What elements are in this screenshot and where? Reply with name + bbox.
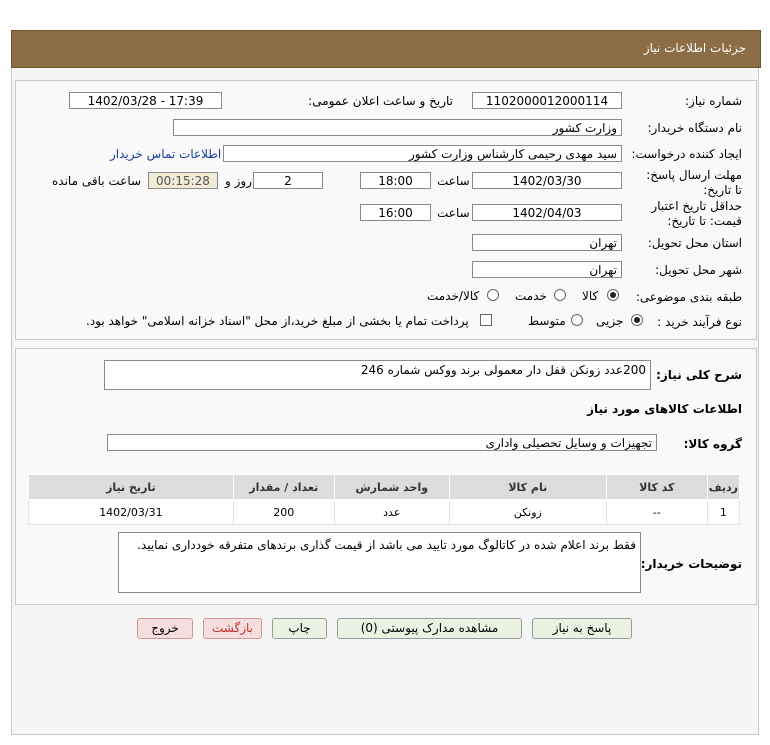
summary-field: 200عدد زونکن قفل دار معمولی برند ووکس شماره 246 xyxy=(104,360,651,390)
col-need-date: تاریخ نیاز xyxy=(29,475,234,500)
deadline-date-field: 1402/03/30 xyxy=(472,172,622,189)
city-field: تهران xyxy=(472,261,622,278)
announce-field: 1402/03/28 - 17:39 xyxy=(69,92,222,109)
group-label: گروه کالا: xyxy=(683,437,742,451)
back-button[interactable]: بازگشت xyxy=(203,618,262,639)
col-item-code: کد کالا xyxy=(606,475,707,500)
creator-field: سید مهدی رحیمی کارشناس وزارت کشور xyxy=(223,145,622,162)
exit-button[interactable]: خروج xyxy=(137,618,193,639)
cell-unit: عدد xyxy=(334,500,449,525)
cell-item-code: -- xyxy=(606,500,707,525)
cell-item-name: زونکن xyxy=(449,500,606,525)
category-label: طبقه بندی موضوعی: xyxy=(635,290,742,304)
buyer-org-field: وزارت کشور xyxy=(173,119,622,136)
need-number-field: 1102000012000114 xyxy=(472,92,622,109)
province-field: تهران xyxy=(472,234,622,251)
col-row-number: ردیف xyxy=(707,475,739,500)
buyer-notes-field: فقط برند اعلام شده در کاتالوگ مورد تایید می باشد از قیمت گذاری برندهای متفرقه خودداری نمایید. xyxy=(118,532,641,593)
category-option-goods-service: کالا/خدمت xyxy=(427,289,480,303)
reply-button[interactable]: پاسخ به نیاز xyxy=(532,618,632,639)
treasury-payment-checkbox[interactable] xyxy=(480,314,492,326)
cell-need-date: 1402/03/31 xyxy=(29,500,234,525)
summary-label: شرح کلی نیاز: xyxy=(656,368,742,382)
print-button[interactable]: چاپ xyxy=(272,618,327,639)
group-field: تجهیزات و وسایل تحصیلی واداری xyxy=(107,434,657,451)
remaining-time-field: 00:15:28 xyxy=(148,172,218,189)
category-radio-goods[interactable] xyxy=(607,289,619,301)
creator-label: ایجاد کننده درخواست: xyxy=(631,147,742,161)
deadline-label: مهلت ارسال پاسخ: تا تاریخ: xyxy=(646,168,742,197)
deadline-time-label: ساعت xyxy=(437,174,470,188)
page-header xyxy=(11,30,761,68)
category-radio-service[interactable] xyxy=(554,289,566,301)
category-option-goods: کالا xyxy=(582,289,599,303)
buyer-notes-label: توضیحات خریدار: xyxy=(640,557,742,571)
city-label: شهر محل تحویل: xyxy=(655,263,742,277)
cell-row-number: 1 xyxy=(707,500,739,525)
category-radio-goods-service[interactable] xyxy=(487,289,499,301)
announce-label: تاریخ و ساعت اعلان عمومی: xyxy=(308,94,453,108)
validity-date-field: 1402/04/03 xyxy=(472,204,622,221)
contact-buyer-link[interactable]: اطلاعات تماس خریدار xyxy=(110,147,222,161)
page-title: جزئیات اطلاعات نیاز xyxy=(643,41,746,55)
validity-time-field: 16:00 xyxy=(360,204,431,221)
table-row xyxy=(29,500,740,525)
process-radio-minor[interactable] xyxy=(631,314,643,326)
col-unit: واحد شمارش xyxy=(334,475,449,500)
col-quantity: تعداد / مقدار xyxy=(233,475,334,500)
province-label: استان محل تحویل: xyxy=(647,236,742,250)
process-option-minor: جزیی xyxy=(596,314,624,328)
process-option-medium: متوسط xyxy=(528,314,566,328)
table-header-row xyxy=(29,475,740,500)
process-radio-medium[interactable] xyxy=(571,314,583,326)
payment-note: پرداخت تمام یا بخشی از مبلغ خرید،از محل "اسناد خزانه اسلامی" خواهد بود. xyxy=(86,314,469,328)
validity-time-label: ساعت xyxy=(437,206,470,220)
validity-label: حداقل تاریخ اعتبار قیمت: تا تاریخ: xyxy=(651,199,742,228)
goods-info-title: اطلاعات کالاهای مورد نیاز xyxy=(587,402,742,416)
days-field: 2 xyxy=(253,172,323,189)
buyer-org-label: نام دستگاه خریدار: xyxy=(647,121,742,135)
days-label: روز و xyxy=(225,174,252,188)
attachments-button[interactable]: مشاهده مدارک پیوستی (0) xyxy=(337,618,522,639)
deadline-time-field: 18:00 xyxy=(360,172,431,189)
items-table xyxy=(28,474,740,525)
remaining-label: ساعت باقی مانده xyxy=(52,174,142,188)
col-item-name: نام کالا xyxy=(449,475,606,500)
need-number-label: شماره نیاز: xyxy=(685,94,742,108)
process-label: نوع فرآیند خرید : xyxy=(657,315,742,329)
cell-quantity: 200 xyxy=(233,500,334,525)
category-option-service: خدمت xyxy=(515,289,547,303)
